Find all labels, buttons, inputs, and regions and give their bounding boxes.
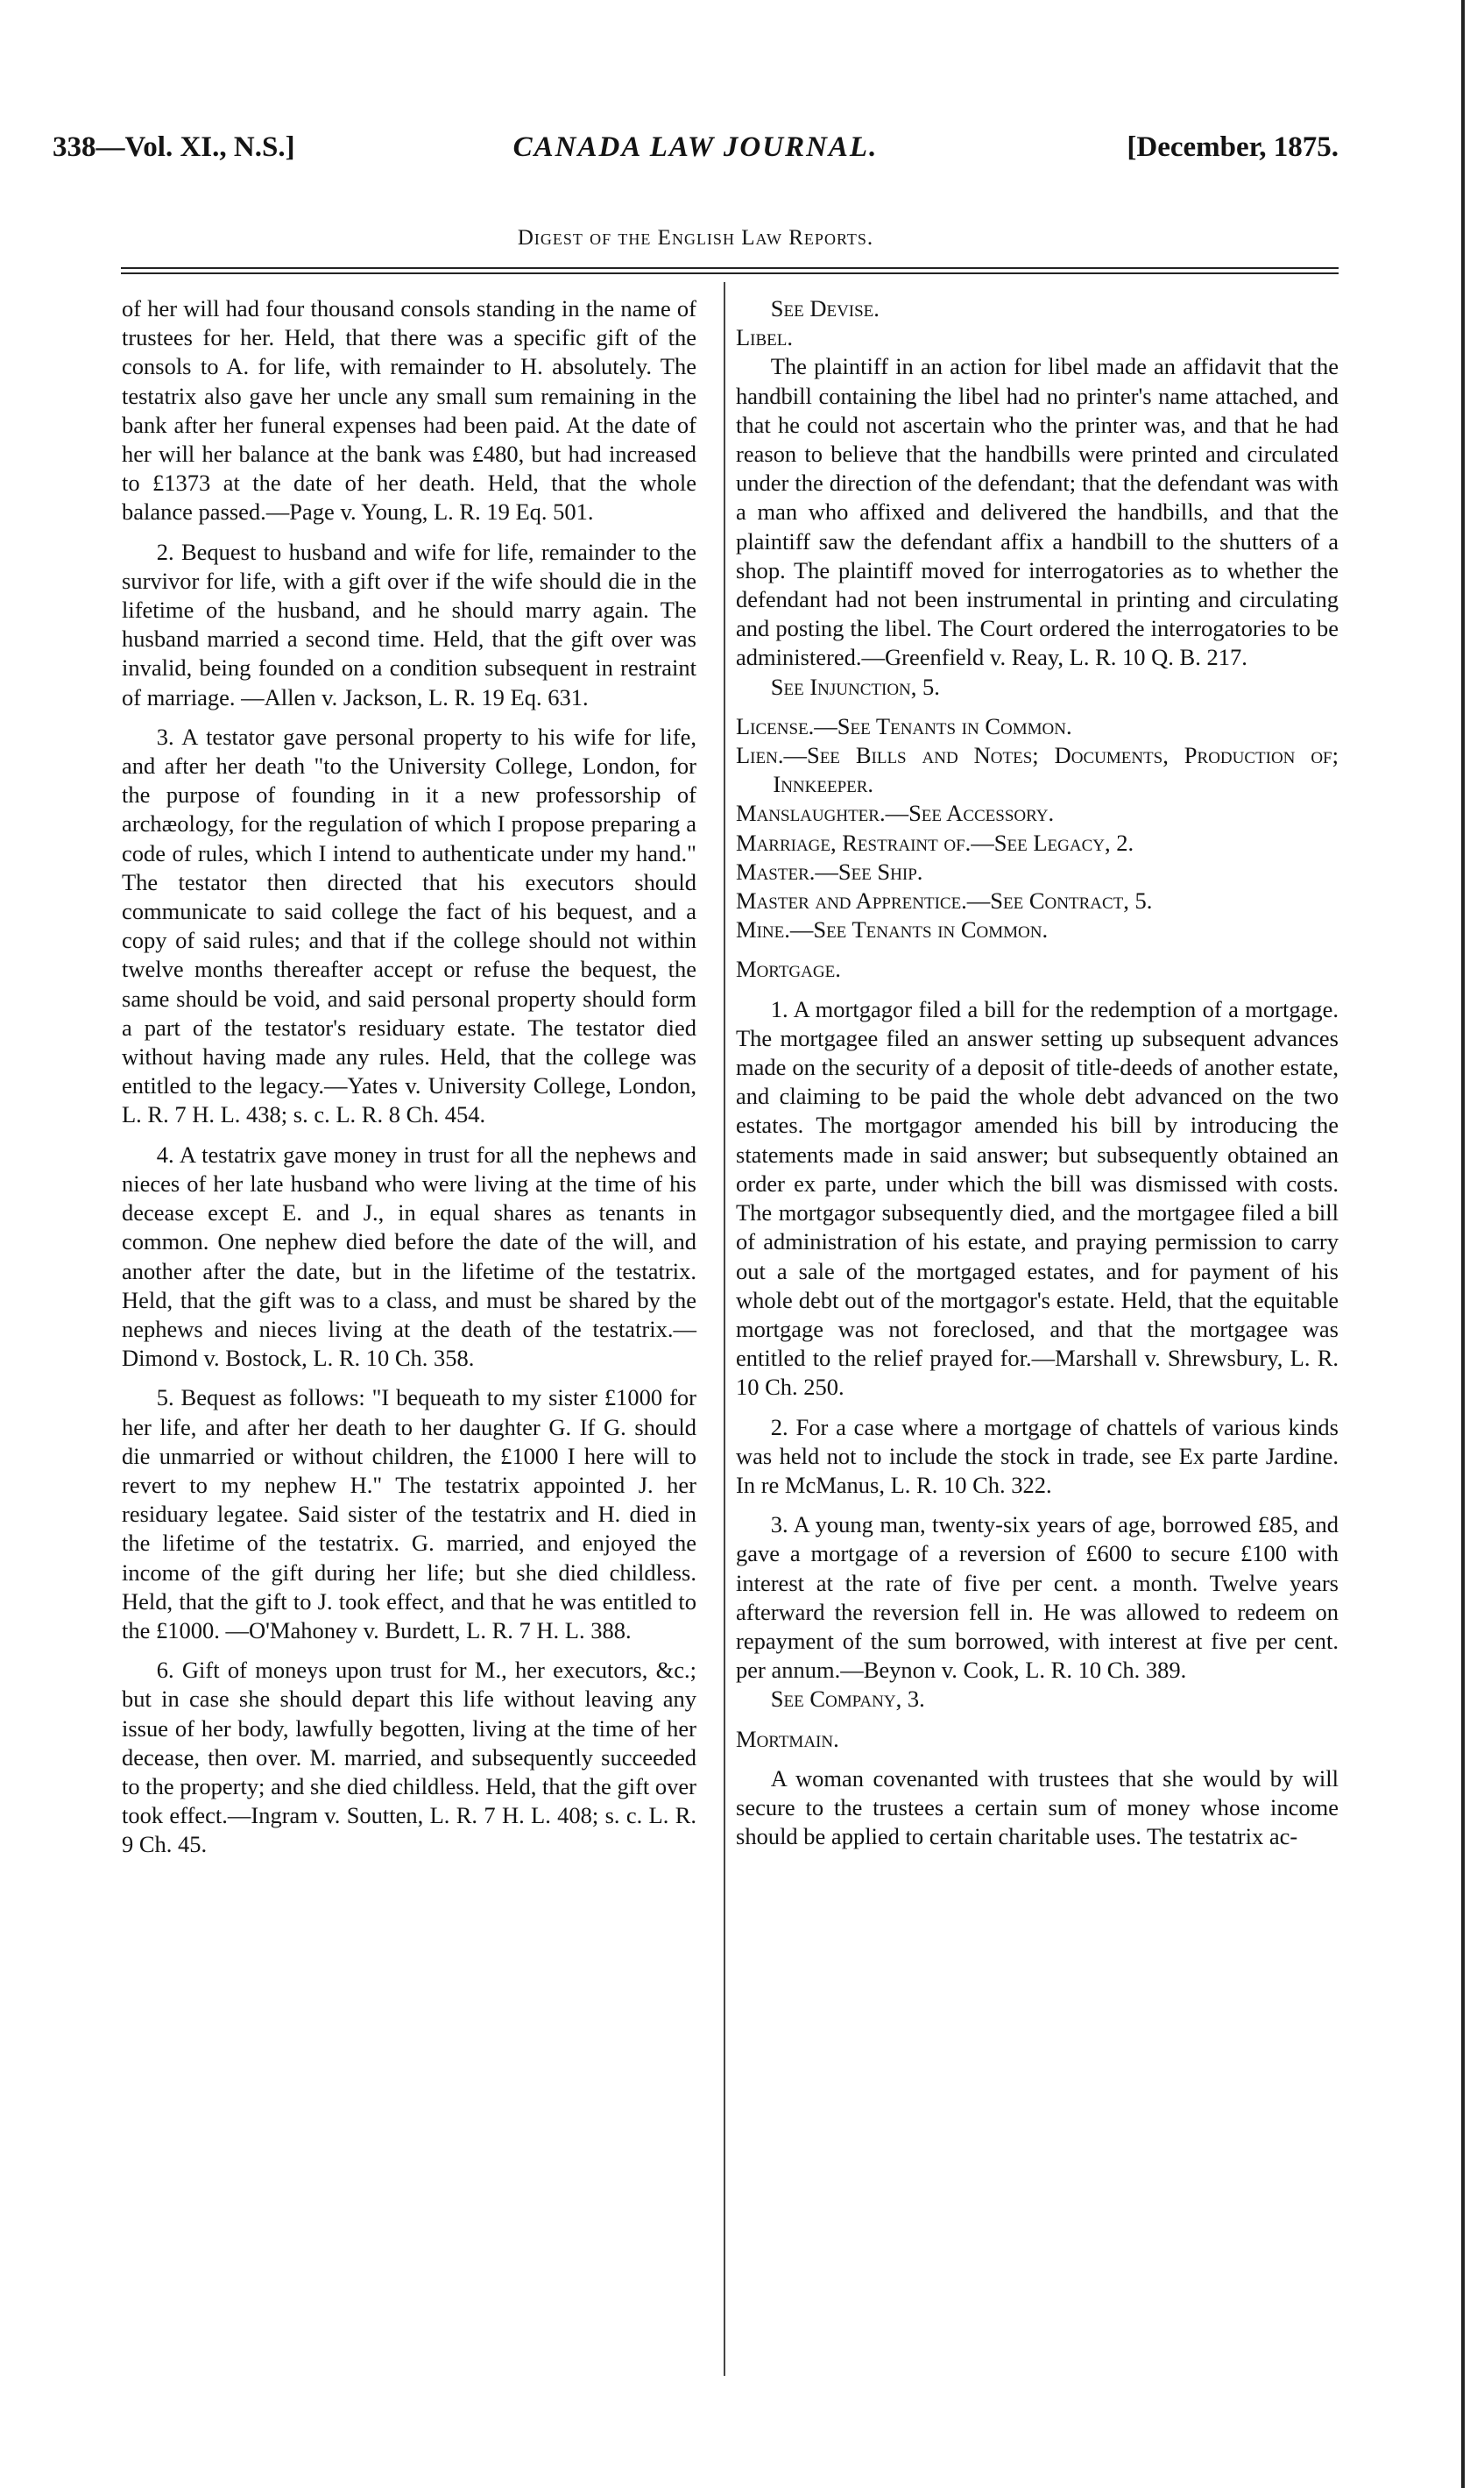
header-rule-top [121, 267, 1339, 269]
right-column [736, 294, 1339, 1851]
see-devise: See Devise. [770, 295, 880, 322]
crossref-mine: Mine.—See Tenants in Common. [736, 916, 1049, 944]
page-number-volume: 338—Vol. XI., N.S.] [53, 131, 295, 163]
paragraph-continued: of her will had four thousand consols standing in the name of trustees for her. Held, that there was a specific gift of the consols to A. for life, with remainder to H. absolutely. The testatrix also gave her uncle any small sum remaining in the bank after her funeral expenses had been paid. At the date of her will her balance at the bank was £480, but had increased to £1373 at the date of her death. Held, that the whole balance passed.—Page v. Young, L. R. 19 Eq. 501. [122, 295, 696, 526]
paragraph-mortmain: A woman covenanted with trustees that she would by will secure to the trustees a certain sum of money whose income should be applied to certain charitable uses. The testatrix ac- [736, 1764, 1339, 1850]
heading-mortmain: Mortmain. [736, 1725, 839, 1752]
paragraph-libel: The plaintiff in an action for libel made an affidavit that the handbill containing the libel had no printer's name attached, and that he could not ascertain who the printer was, and that he had reason to believe that the handbills were printed and circulated under the direction of the defendant; that the defendant was with a man who affixed and delivered the handbills, and that the plaintiff saw the defendant affix a handbill to the shutters of a shop. The plaintiff moved for interrogatories as to whether the defendant had not been instrumental in printing and circulating and posting the libel. The Court ordered the interrogatories to be administered.—Greenfield v. Reay, L. R. 10 Q. B. 217. [736, 353, 1339, 671]
paragraph-mortgage-2: 2. For a case where a mortgage of chattels of various kinds was held not to include the stock in trade, see Ex parte Jardine. In re McManus, L. R. 10 Ch. 322. [736, 1413, 1339, 1498]
heading-libel: Libel. [736, 324, 794, 351]
section-title: Digest of the English Law Reports. [517, 226, 874, 250]
see-injunction: See Injunction, 5. [770, 673, 940, 700]
running-header [53, 131, 1339, 175]
page-edge-rule [1461, 0, 1465, 2488]
paragraph-legacy-6: 6. Gift of moneys upon trust for M., her executors, &c.; but in case she should depart this life without leaving any issue of her body, lawfully begotten, living at the time of her decease, then over. M. married, and subsequently succeeded to the property; and she died childless. Held, that the gift over took effect.—Ingram v. Soutten, L. R. 7 H. L. 408; s. c. L. R. 9 Ch. 45. [122, 1657, 696, 1858]
crossref-license: License.—See Tenants in Common. [736, 712, 1072, 739]
crossref-marriage: Marriage, Restraint of.—See Legacy, 2. [736, 829, 1134, 856]
crossref-lien: Lien.—See Bills and Notes; Documents, Production of; Innkeeper. [736, 742, 1339, 798]
paragraph-legacy-3: 3. A testator gave personal property to his wife for life, and after her death "to the University College, London, for the purpose of founding in it a new professorship of archæology, for the regulation of which I propose preparing a code of rules, which I intend to authenticate under my hand." The testator then directed that his executors should communicate to said college the fact of his bequest, and a copy of said rules; and that if the college should not within twelve months thereafter accept or refuse the bequest, the same should be void, and said personal property should form a part of the testator's residuary estate. The testator died without having made any rules. Held, that the college was entitled to the legacy.—Yates v. University College, London, L. R. 7 H. L. 438; s. c. L. R. 8 Ch. 454. [122, 723, 696, 1128]
left-column [122, 294, 696, 1860]
paragraph-legacy-2: 2. Bequest to husband and wife for life, remainder to the survivor for life, with a gift over if the wife should die in the lifetime of the husband, and he should marry again. The husband married a second time. Held, that the gift over was invalid, being founded on a condition subsequent in restraint of marriage. —Allen v. Jackson, L. R. 19 Eq. 631. [122, 538, 696, 710]
crossref-master: Master.—See Ship. [736, 858, 923, 885]
paragraph-legacy-4: 4. A testatrix gave money in trust for all the nephews and nieces of her late husband who were living at the time of his decease except E. and J., in equal shares as tenants in common. One nephew died before the date of the will, and another after the date, but in the lifetime of the testatrix. Held, that the gift was to a class, and must be shared by the nephews and nieces living at the death of the testatrix.—Dimond v. Bostock, L. R. 10 Ch. 358. [122, 1141, 696, 1372]
header-rule-bottom [121, 272, 1339, 274]
issue-date: [December, 1875. [1127, 131, 1339, 163]
see-company: See Company, 3. [770, 1686, 925, 1713]
heading-mortgage: Mortgage. [736, 956, 841, 983]
journal-title: CANADA LAW JOURNAL. [512, 131, 879, 163]
paragraph-mortgage-1: 1. A mortgagor filed a bill for the redemption of a mortgage. The mortgagee filed an answer setting up subsequent advances made on the security of a deposit of title-deeds of another estate, and claiming to be paid the whole debt advanced on the two estates. The mortgagor amended his bill by introducing the statements made in said answer; but subsequently obtained an order ex parte, under which the bill was dismissed with costs. The mortgagor subsequently died, and the mortgagee filed a bill of administration of his estate, and praying permission to carry out a sale of the mortgaged estates, and for payment of his whole debt out of the mortgagor's estate. Held, that the equitable mortgage was not foreclosed, and that the mortgagee was entitled to the relief prayed for.—Marshall v. Shrewsbury, L. R. 10 Ch. 250. [736, 995, 1339, 1401]
paragraph-mortgage-3: 3. A young man, twenty-six years of age, borrowed £85, and gave a mortgage of a reversion of £600 to secure £100 with interest at the rate of five per cent. a month. Twelve years afterward the reversion fell in. He was allowed to redeem on repayment of the sum borrowed, with interest at five per cent. per annum.—Beynon v. Cook, L. R. 10 Ch. 389. [736, 1511, 1339, 1684]
column-divider [724, 282, 725, 2376]
crossref-master-apprentice: Master and Apprentice.—See Contract, 5. [736, 887, 1153, 915]
crossref-manslaughter: Manslaughter.—See Accessory. [736, 800, 1055, 827]
paragraph-legacy-5: 5. Bequest as follows: "I bequeath to my sister £1000 for her life, and after her death to her daughter G. If G. should die unmarried or without children, the £1000 I here will to revert to my nephew H." The testatrix appointed J. her residuary legatee. Said sister of the testatrix and H. died in the lifetime of the testatrix. G. married, and enjoyed the income of the gift during her life; but she died childless. Held, that the gift to J. took effect, and that he was entitled to the £1000. —O'Mahoney v. Burdett, L. R. 7 H. L. 388. [122, 1384, 696, 1643]
